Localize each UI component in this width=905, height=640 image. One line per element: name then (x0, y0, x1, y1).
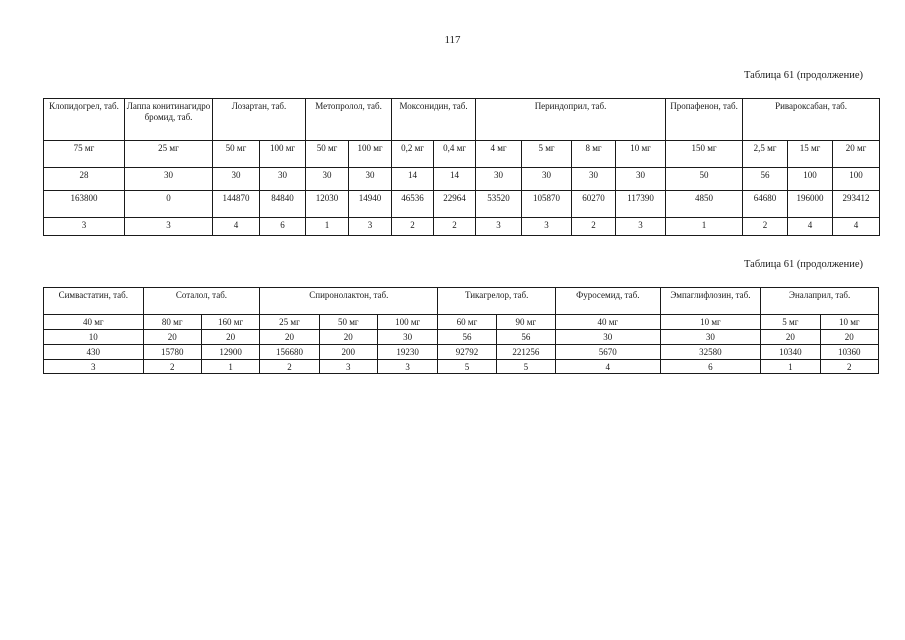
table-cell: 5 мг (522, 141, 572, 168)
table-cell: 30 (556, 330, 661, 345)
table1 (43, 98, 880, 236)
table-cell: 105870 (522, 191, 572, 218)
table-cell: 221256 (496, 345, 555, 360)
table-cell: 4 (213, 218, 260, 236)
table-cell: 293412 (833, 191, 880, 218)
table-cell: 5 (496, 360, 555, 374)
header-cell: Эмпаглифлозин, таб. (660, 288, 761, 315)
table-cell: 6 (260, 218, 306, 236)
table-cell: 4 (833, 218, 880, 236)
table-cell: 100 (788, 168, 833, 191)
table-cell: 75 мг (44, 141, 125, 168)
header-cell: Соталол, таб. (143, 288, 260, 315)
table-cell: 19230 (377, 345, 437, 360)
table-cell: 2 (743, 218, 788, 236)
table-cell: 56 (496, 330, 555, 345)
header-row (44, 288, 879, 315)
table-cell: 163800 (44, 191, 125, 218)
table-cell: 1 (306, 218, 349, 236)
table-cell: 0,2 мг (392, 141, 434, 168)
table-cell: 40 мг (556, 315, 661, 330)
table-row (44, 168, 880, 191)
table-cell: 3 (44, 218, 125, 236)
table-cell: 2 (143, 360, 201, 374)
table-cell: 2 (572, 218, 616, 236)
table-cell: 12900 (201, 345, 259, 360)
table-cell: 56 (438, 330, 496, 345)
table-cell: 50 мг (306, 141, 349, 168)
table-cell: 3 (44, 360, 144, 374)
table-cell: 3 (319, 360, 377, 374)
table-cell: 64680 (743, 191, 788, 218)
table-cell: 1 (761, 360, 820, 374)
table-row (44, 191, 880, 218)
table-cell: 46536 (392, 191, 434, 218)
table-cell: 150 мг (666, 141, 743, 168)
table-cell: 200 (319, 345, 377, 360)
table-cell: 4850 (666, 191, 743, 218)
table-cell: 2 (392, 218, 434, 236)
table-cell: 2,5 мг (743, 141, 788, 168)
table-cell: 30 (476, 168, 522, 191)
table-cell: 20 (319, 330, 377, 345)
table-cell: 30 (572, 168, 616, 191)
table-cell: 117390 (616, 191, 666, 218)
table-cell: 30 (660, 330, 761, 345)
table-cell: 10 (44, 330, 144, 345)
table-cell: 80 мг (143, 315, 201, 330)
table-cell: 25 мг (125, 141, 213, 168)
table-row (44, 141, 880, 168)
table-cell: 196000 (788, 191, 833, 218)
table-cell: 5670 (556, 345, 661, 360)
table-cell: 50 (666, 168, 743, 191)
table-cell: 60270 (572, 191, 616, 218)
table-cell: 90 мг (496, 315, 555, 330)
header-row (44, 99, 880, 141)
table-cell: 100 (833, 168, 880, 191)
table-cell: 30 (349, 168, 392, 191)
table-cell: 1 (666, 218, 743, 236)
table1-caption: Таблица 61 (продолжение) (744, 70, 863, 81)
table-cell: 12030 (306, 191, 349, 218)
table-cell: 4 (556, 360, 661, 374)
table-cell: 84840 (260, 191, 306, 218)
table-cell: 15780 (143, 345, 201, 360)
table-row (44, 345, 879, 360)
table-cell: 10340 (761, 345, 820, 360)
table-cell: 100 мг (260, 141, 306, 168)
table-cell: 14 (434, 168, 476, 191)
header-cell: Эналаприл, таб. (761, 288, 879, 315)
table-cell: 60 мг (438, 315, 496, 330)
table-cell: 10360 (820, 345, 878, 360)
table-cell: 25 мг (260, 315, 319, 330)
table-cell: 30 (213, 168, 260, 191)
header-cell: Лозартан, таб. (213, 99, 306, 141)
table-cell: 30 (522, 168, 572, 191)
table-cell: 4 мг (476, 141, 522, 168)
table-cell: 50 мг (319, 315, 377, 330)
table-cell: 5 мг (761, 315, 820, 330)
table-cell: 0 (125, 191, 213, 218)
table-cell: 20 (201, 330, 259, 345)
table-cell: 92792 (438, 345, 496, 360)
header-cell: Тикагрелор, таб. (438, 288, 556, 315)
table-cell: 2 (260, 360, 319, 374)
table-cell: 56 (743, 168, 788, 191)
table-cell: 30 (125, 168, 213, 191)
header-cell: Клопидогрел, таб. (44, 99, 125, 141)
table-cell: 3 (616, 218, 666, 236)
table-cell: 2 (820, 360, 878, 374)
table-cell: 30 (377, 330, 437, 345)
table-cell: 156680 (260, 345, 319, 360)
table2 (43, 287, 879, 374)
table-cell: 3 (349, 218, 392, 236)
table-cell: 8 мг (572, 141, 616, 168)
table-cell: 14 (392, 168, 434, 191)
table-row (44, 218, 880, 236)
table-cell: 28 (44, 168, 125, 191)
table-cell: 32580 (660, 345, 761, 360)
table-cell: 15 мг (788, 141, 833, 168)
table-cell: 10 мг (820, 315, 878, 330)
table-cell: 6 (660, 360, 761, 374)
page-number: 117 (444, 34, 461, 46)
table-cell: 160 мг (201, 315, 259, 330)
table-cell: 2 (434, 218, 476, 236)
header-cell: Ривароксабан, таб. (743, 99, 880, 141)
table-cell: 40 мг (44, 315, 144, 330)
header-cell: Лаппа конитинагидро бромид, таб. (125, 99, 213, 141)
table-cell: 3 (522, 218, 572, 236)
table-cell: 14940 (349, 191, 392, 218)
header-cell: Периндоприл, таб. (476, 99, 666, 141)
table-cell: 30 (306, 168, 349, 191)
table-cell: 4 (788, 218, 833, 236)
header-cell: Метопролол, таб. (306, 99, 392, 141)
header-cell: Симвастатин, таб. (44, 288, 144, 315)
table2-caption: Таблица 61 (продолжение) (744, 259, 863, 270)
table-cell: 0,4 мг (434, 141, 476, 168)
table-row (44, 315, 879, 330)
header-cell: Спиронолактон, таб. (260, 288, 438, 315)
header-cell: Фуросемид, таб. (556, 288, 661, 315)
table-cell: 100 мг (377, 315, 437, 330)
table-cell: 1 (201, 360, 259, 374)
table-cell: 10 мг (660, 315, 761, 330)
header-cell: Пропафенон, таб. (666, 99, 743, 141)
table-cell: 144870 (213, 191, 260, 218)
table-cell: 20 (820, 330, 878, 345)
table-row (44, 330, 879, 345)
table-cell: 20 (761, 330, 820, 345)
table-cell: 3 (125, 218, 213, 236)
header-cell: Моксонидин, таб. (392, 99, 476, 141)
table-cell: 20 (260, 330, 319, 345)
table-cell: 20 мг (833, 141, 880, 168)
table-cell: 3 (377, 360, 437, 374)
table-cell: 430 (44, 345, 144, 360)
table-cell: 20 (143, 330, 201, 345)
table-cell: 3 (476, 218, 522, 236)
table-cell: 50 мг (213, 141, 260, 168)
table-cell: 22964 (434, 191, 476, 218)
table-cell: 100 мг (349, 141, 392, 168)
table-row (44, 360, 879, 374)
table-cell: 5 (438, 360, 496, 374)
table-cell: 30 (260, 168, 306, 191)
table-cell: 53520 (476, 191, 522, 218)
table-cell: 30 (616, 168, 666, 191)
table-cell: 10 мг (616, 141, 666, 168)
